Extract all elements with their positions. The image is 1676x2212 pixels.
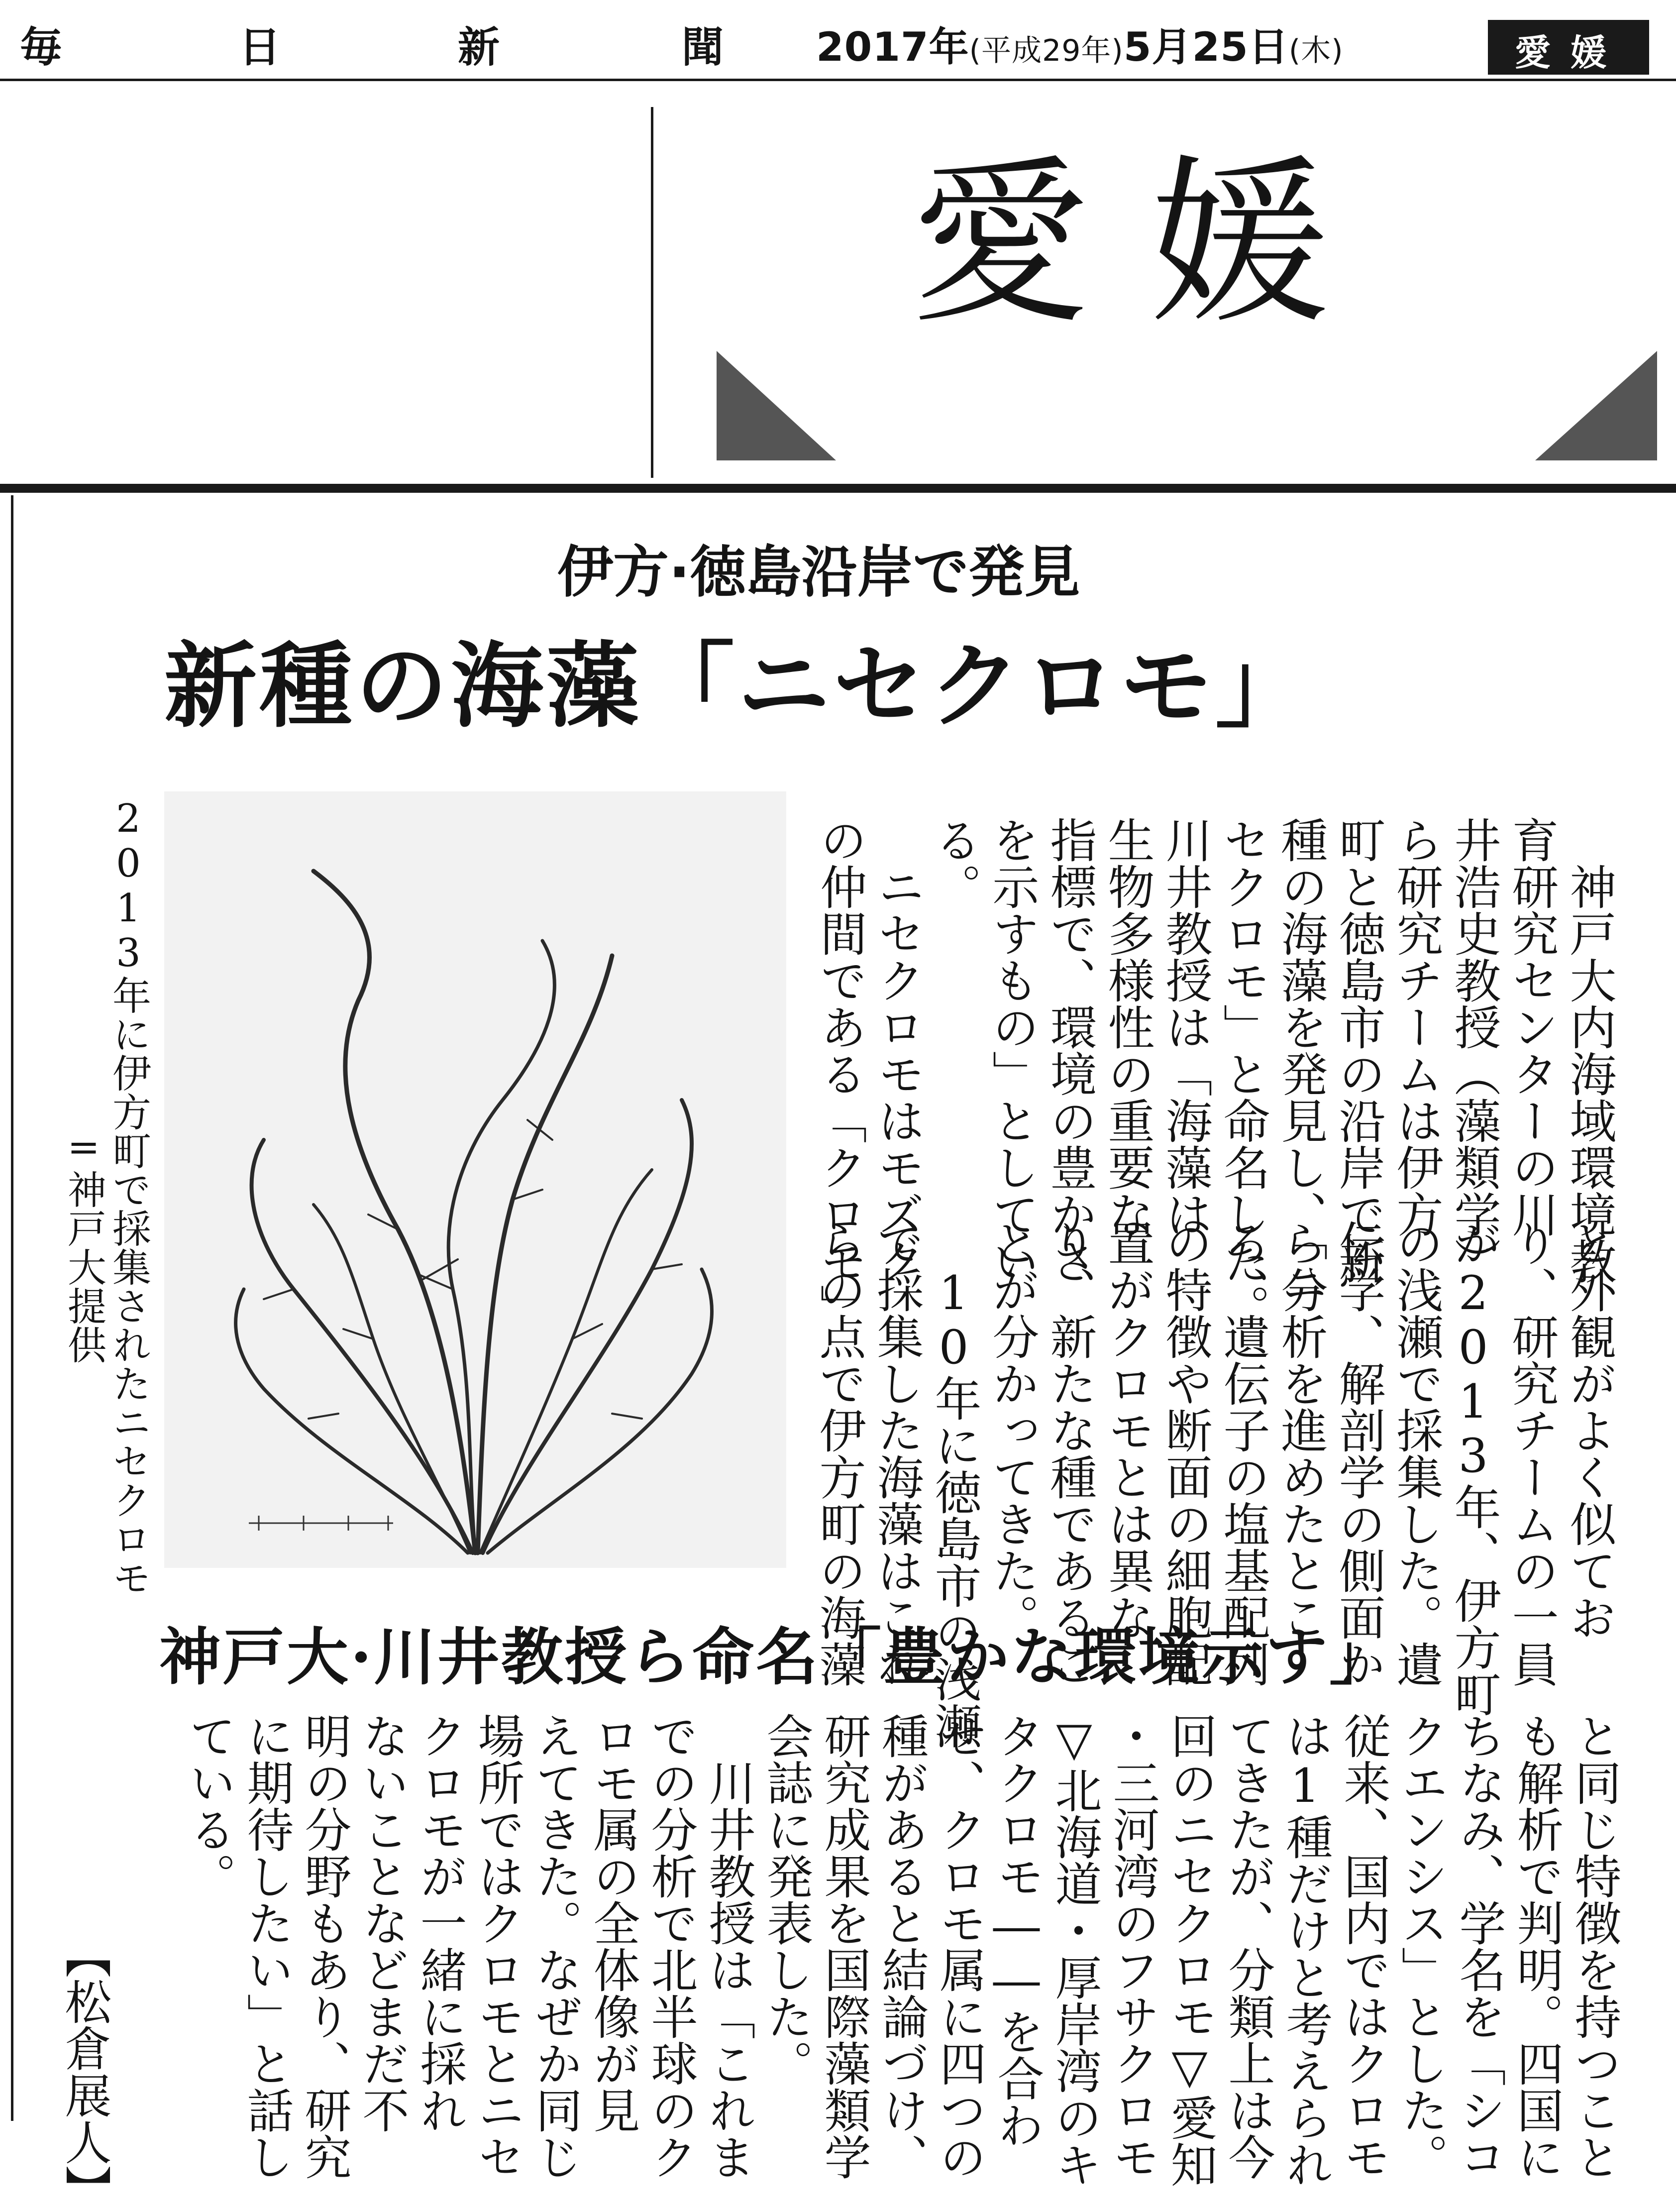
- article-headline: 新種の海藻「ニセクロモ」: [164, 631, 1311, 740]
- body-line: る。: [927, 816, 981, 910]
- body-line: タクロモ――を合わ: [989, 1712, 1044, 2148]
- body-line: らの点で伊方町の海藻: [811, 1219, 865, 1687]
- article-subheadline: 神戸大·川井教授ら命名「豊かな環境示す」: [159, 1621, 1393, 1693]
- body-line: 神戸大内海域環境教: [1562, 816, 1616, 1284]
- article-left-border: [11, 495, 13, 2121]
- region-badge: 愛媛: [1488, 20, 1649, 75]
- body-line: 生物多様性の重要な: [1100, 816, 1154, 1237]
- body-line: ちなみ、学名を「シコ: [1451, 1712, 1505, 2180]
- body-line: り、新たな種であるこ: [1042, 1219, 1096, 1687]
- section-corner-left: [717, 351, 836, 460]
- section-divider-line: [651, 107, 653, 478]
- body-line: 明の分野もあり、研究: [297, 1712, 351, 2180]
- issue-day: 5月25日: [1123, 24, 1289, 70]
- masthead-rule: [0, 79, 1676, 81]
- body-line: 10年に徳島市の浅瀬: [927, 1219, 981, 1749]
- photo-caption: 2013年に伊方町で採集されたニセクロモ: [106, 796, 151, 1597]
- branchlets: [264, 1120, 682, 1419]
- body-line: クエンシス」とした。: [1393, 1712, 1448, 2180]
- body-line: ないことなどまだ不: [354, 1712, 409, 2133]
- body-line: での分析で北半球のク: [643, 1712, 697, 2180]
- body-line: と外観がよく似てお: [1562, 1219, 1616, 1641]
- section-corner-right: [1535, 351, 1657, 460]
- body-line: 育研究センターの川: [1504, 816, 1558, 1237]
- article-byline: 【松倉展人】: [57, 1931, 111, 2212]
- issue-year: 2017年: [816, 24, 969, 70]
- frond: [478, 956, 612, 1553]
- body-line: ている。: [181, 1712, 235, 1899]
- body-line: は1種だけと考えられ: [1278, 1712, 1332, 2188]
- issue-weekday: (木): [1288, 33, 1344, 68]
- body-line: の仲間である「クロモ」: [812, 816, 866, 1331]
- body-line: 川井教授は「海藻は: [1157, 816, 1212, 1237]
- article-kicker: 伊方·徳島沿岸で発見: [557, 540, 1080, 605]
- body-line: えてきた。なぜか同じ: [527, 1712, 582, 2180]
- body-line: 置がクロモとは異な: [1100, 1219, 1154, 1641]
- frond: [488, 1269, 712, 1553]
- issue-date: [816, 15, 1473, 70]
- body-line: ら分析を進めたとこ: [1273, 1219, 1327, 1641]
- body-line: せ、クロモ属に四つの: [932, 1712, 986, 2180]
- body-line: 回のニセクロモ▽愛知: [1162, 1712, 1217, 2188]
- body-line: と同じ特徴を持つこと: [1567, 1712, 1621, 2180]
- body-line: で採集した海藻はこれ: [869, 1219, 923, 1687]
- body-line: を示すもの」としてい: [984, 816, 1039, 1284]
- seaweed-photo: [164, 791, 786, 1568]
- newspaper-name: [20, 14, 736, 72]
- body-line: に期待したい」と話し: [239, 1712, 293, 2180]
- body-line: が2013年、伊方町: [1446, 1219, 1500, 1717]
- body-line: 研究成果を国際藻類学: [816, 1712, 870, 2180]
- seaweed-illustration: [164, 791, 786, 1568]
- body-line: ら研究チームは伊方: [1388, 816, 1443, 1237]
- body-line: も解析で判明。四国に: [1509, 1712, 1563, 2180]
- article-body-middle: [806, 1219, 1617, 1749]
- frond: [236, 1289, 468, 1553]
- section-rule: [0, 484, 1676, 493]
- body-line: てきたが、分類上は今: [1220, 1712, 1274, 2180]
- body-line: 種の海藻を発見し、「ニ: [1273, 816, 1327, 1308]
- body-line: 会誌に発表した。: [758, 1712, 813, 2087]
- body-line: 指標で、環境の豊かさ: [1042, 816, 1096, 1284]
- body-line: 場所ではクロモとニセ: [470, 1712, 524, 2180]
- body-line: クロモが一緒に採れ: [412, 1712, 466, 2133]
- body-line: とが分かってきた。: [984, 1219, 1039, 1641]
- newspaper-name-char: 新: [458, 22, 500, 72]
- section-title: 愛媛: [911, 139, 1388, 348]
- body-line: の浅瀬で採集した。遺: [1388, 1219, 1443, 1687]
- body-line: の特徴や断面の細胞配: [1157, 1219, 1212, 1687]
- frond: [483, 1100, 692, 1553]
- scale-bar: [249, 1516, 393, 1531]
- newspaper-name-char: 毎: [20, 22, 62, 72]
- issue-era: (平成29年): [969, 33, 1124, 68]
- body-line: 井浩史教授（藻類学）: [1446, 816, 1500, 1284]
- body-line: ロモ属の全体像が見: [585, 1712, 639, 2133]
- body-line: ろ、遺伝子の塩基配列: [1215, 1219, 1269, 1687]
- body-line: ▽北海道・厚岸湾のキ: [1047, 1712, 1101, 2188]
- body-line: 町と徳島市の沿岸で新: [1331, 816, 1385, 1284]
- body-line: り、研究チームの一員: [1504, 1219, 1558, 1687]
- body-line: 従来、国内ではクロモ: [1336, 1712, 1390, 2180]
- body-line: 川井教授は「これま: [701, 1712, 755, 2180]
- body-line: 伝学、解剖学の側面か: [1331, 1219, 1385, 1687]
- newspaper-name-char: 日: [239, 22, 281, 72]
- body-line: 種があると結論づけ、: [874, 1712, 928, 2180]
- body-line: ・三河湾のフサクロモ: [1105, 1712, 1159, 2180]
- photo-credit: =神戸大提供: [61, 1125, 106, 1364]
- article-body-bottom: [119, 1712, 1622, 2188]
- body-line: セクロモ」と命名した。: [1215, 816, 1269, 1331]
- body-line: ニセクロモはモズク: [870, 816, 924, 1284]
- newspaper-name-char: 聞: [682, 22, 724, 72]
